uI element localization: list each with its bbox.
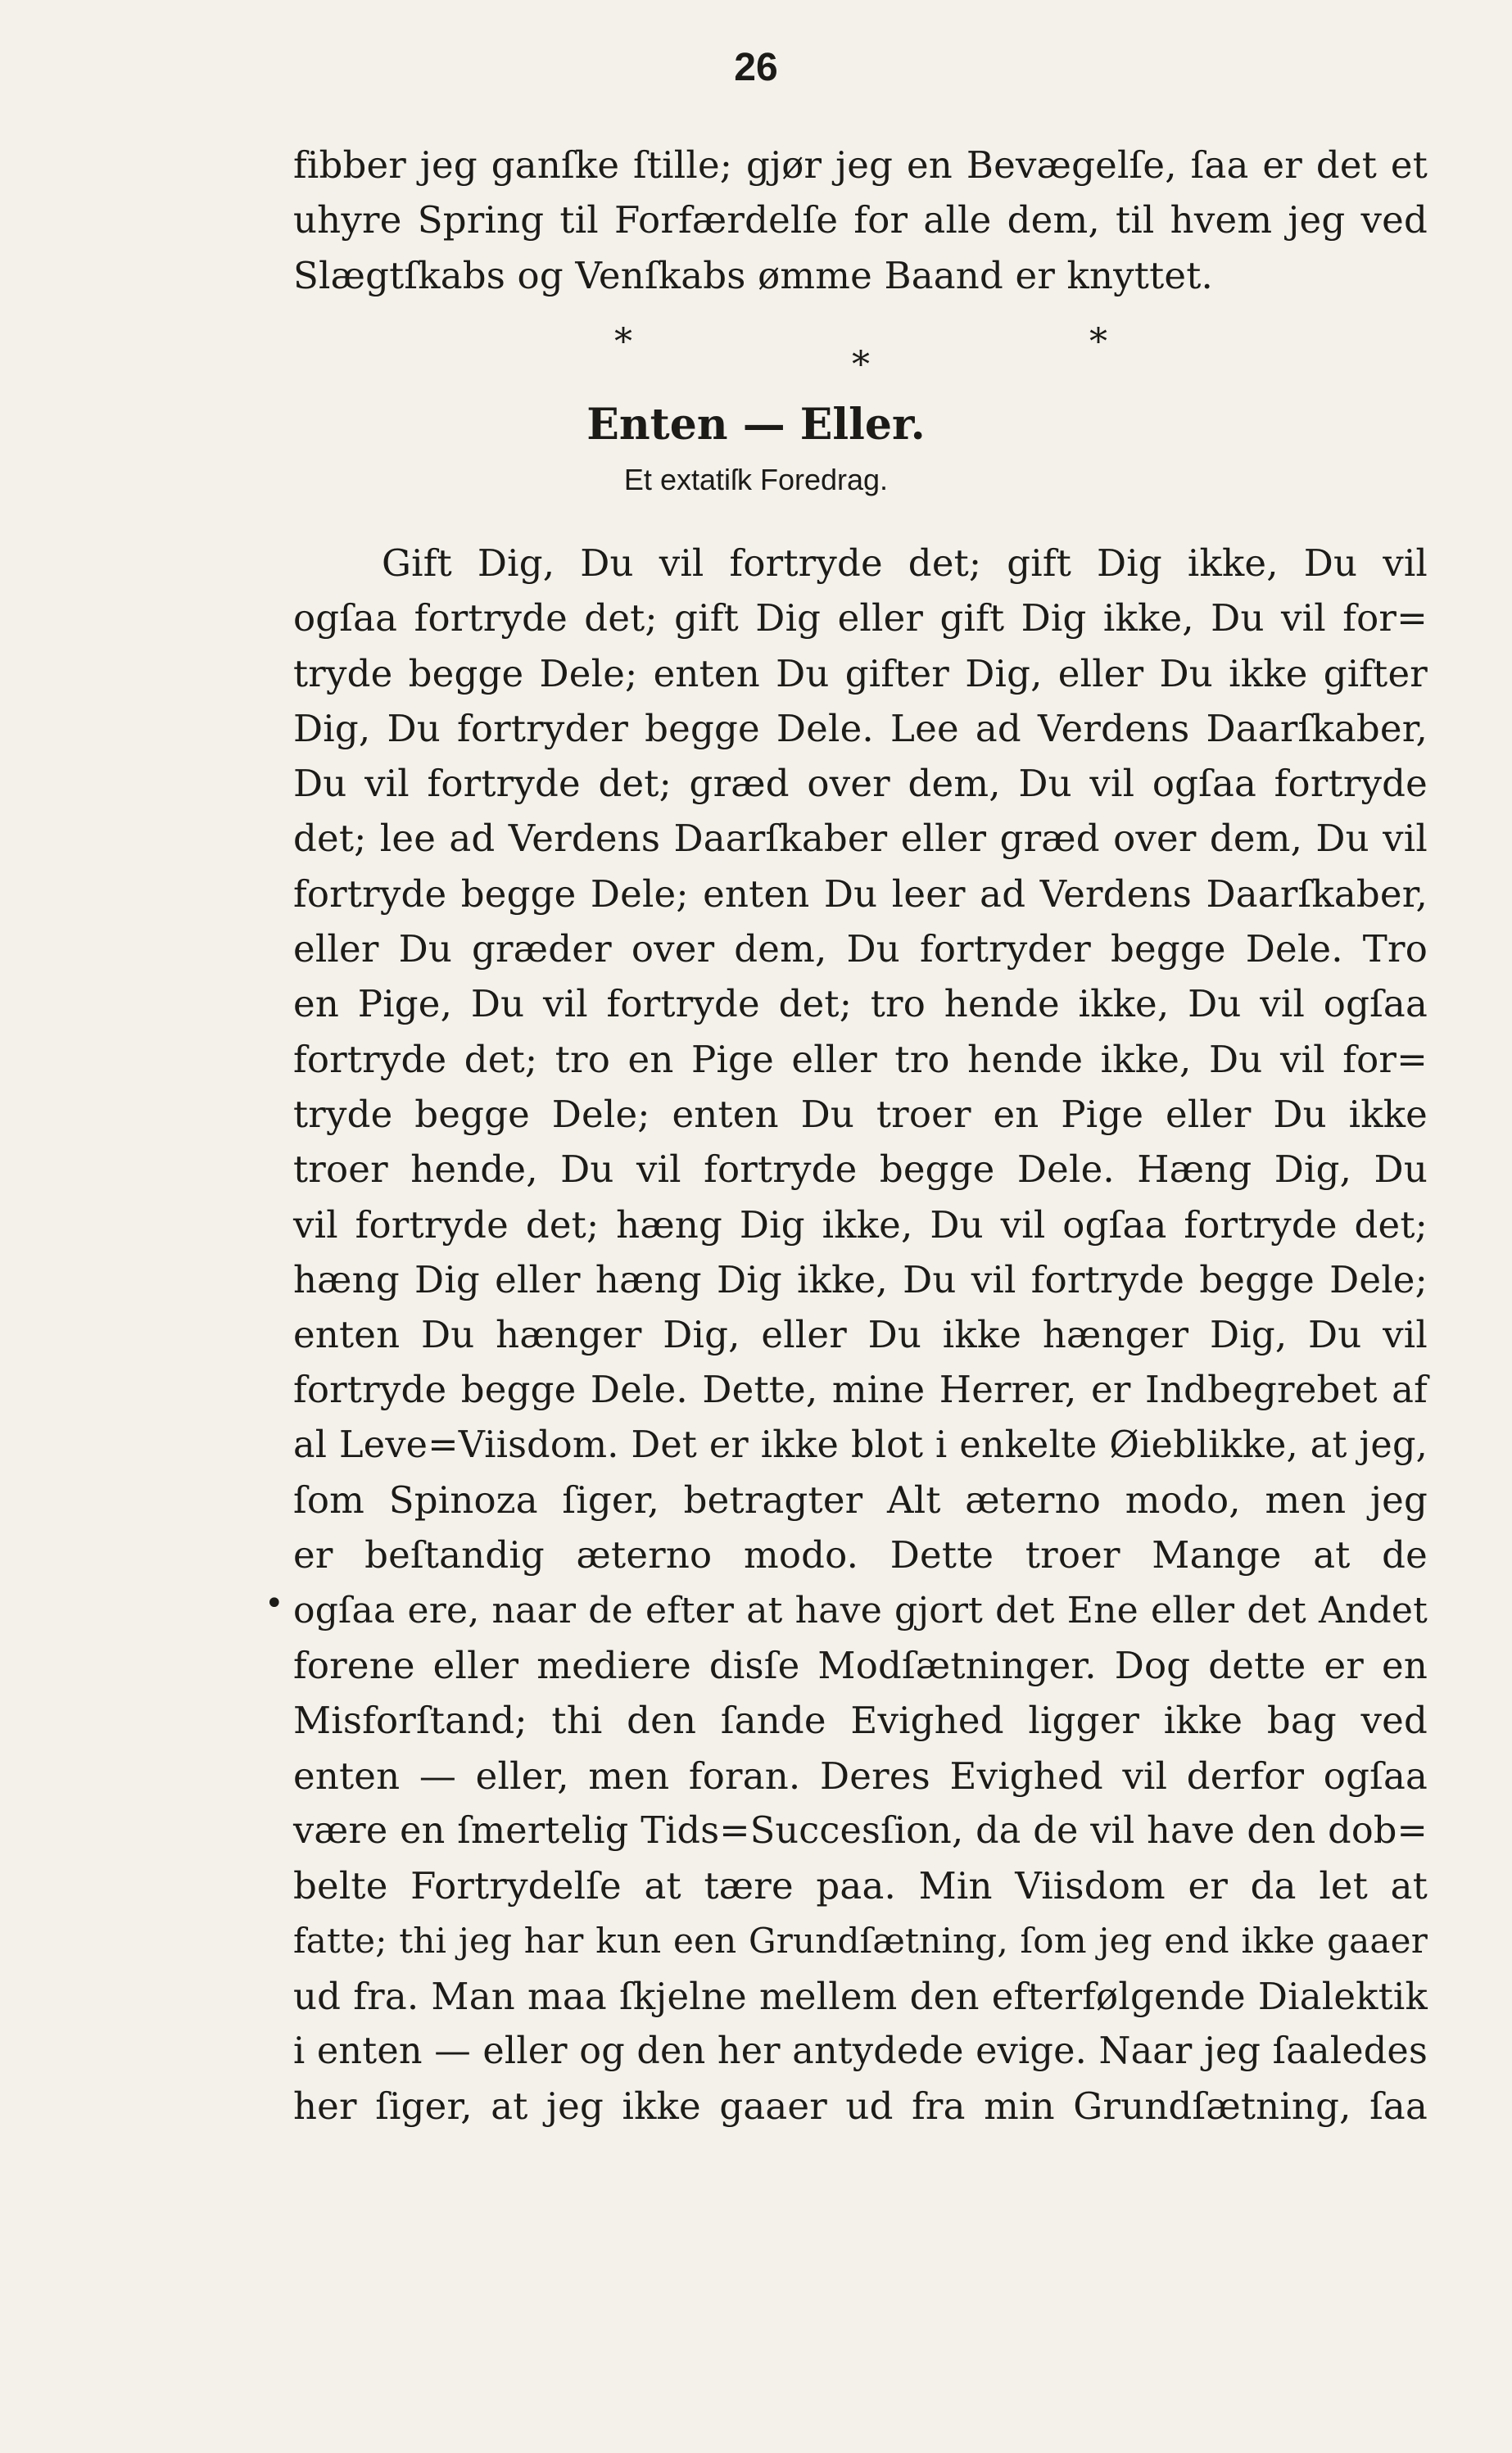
text-line: forene eller mediere disſe Modſætninger. Dog dette er en [293, 1643, 1428, 1687]
text-line: fibber jeg ganſke ſtille; gjør jeg en Bevægelſe, ſaa er det et [293, 143, 1428, 187]
text-line: enten Du hænger Dig, eller Du ikke hænger Dig, Du vil [293, 1313, 1428, 1357]
text-line: tryde begge Dele; enten Du troer en Pige eller Du ikke [293, 1092, 1428, 1136]
text-line: al Leve=Viisdom. Det er ikke blot i enkelte Øieblikke, at jeg, [293, 1423, 1428, 1466]
text-line: i enten — eller og den her antydede evige. Naar jeg ſaaledes [293, 2030, 1428, 2073]
text-line: Misforſtand; thi den ſande Evighed ligger ikke bag ved [293, 1699, 1428, 1743]
text-line: ud fra. Man maa ſkjelne mellem den efterfølgende Dialektik [293, 1974, 1428, 2018]
section-divider [0, 321, 1512, 386]
text-line: tryde begge Dele; enten Du gifter Dig, eller Du ikke gifter [293, 651, 1428, 695]
text-line: ogſaa ere, naar de efter at have gjort det Ene eller det Andet [293, 1589, 1428, 1632]
main-paragraph [293, 536, 1428, 2134]
text-line: fatte; thi jeg har kun een Grundſætning, ſom jeg end ikke gaaer [293, 1921, 1428, 1962]
text-line: Slægtſkabs og Venſkabs ømme Baand er knyttet. [293, 253, 1213, 297]
text-line: fortryde begge Dele. Dette, mine Herrer, er Indbegrebet af [293, 1368, 1428, 1412]
text-line: enten — eller, men foran. Deres Evighed vil derfor ogſaa [293, 1754, 1428, 1798]
text-line: fortryde begge Dele; enten Du leer ad Verdens Daarſkaber, [293, 871, 1428, 916]
text-line: fortryde det; tro en Pige eller tro hende ikke, Du vil for= [293, 1037, 1428, 1081]
section-subtitle: Et extatiſk Foredrag. [623, 463, 889, 496]
asterisk: * [1089, 321, 1107, 363]
text-line: er beſtandig æterno modo. Dette troer Mange at de [293, 1533, 1428, 1577]
text-line: en Pige, Du vil fortryde det; tro hende ikke, Du vil ogſaa [293, 982, 1428, 1026]
text-line: Gift Dig, Du vil fortryde det; gift Dig ikke, Du vil [382, 541, 1428, 585]
asterisk: * [614, 321, 632, 363]
text-line: belte Fortrydelſe at tære paa. Min Viisdom er da let at [293, 1864, 1428, 1908]
text-line: troer hende, Du vil fortryde begge Dele. Hæng Dig, Du [293, 1147, 1428, 1192]
text-line: uhyre Spring til Forfærdelſe for alle dem, til hvem jeg ved [293, 198, 1428, 242]
text-line: ſom Spinoza ſiger, betragter Alt æterno modo, men jeg [293, 1478, 1428, 1523]
page-number: 26 [734, 46, 778, 89]
text-line: vil fortryde det; hæng Dig ikke, Du vil ogſaa fortryde det; [293, 1202, 1428, 1247]
text-line: eller Du græder over dem, Du fortryder begge Dele. Tro [293, 927, 1428, 971]
intro-paragraph [293, 138, 1428, 303]
text-line: her ſiger, at jeg ikke gaaer ud fra min Grundſætning, ſaa [293, 2084, 1428, 2129]
text-line: ogſaa fortryde det; gift Dig eller gift Dig ikke, Du vil for= [293, 596, 1428, 640]
text-line: være en ſmertelig Tids=Succesſion, da de vil have den dob= [293, 1809, 1428, 1852]
text-line: Du vil fortryde det; græd over dem, Du vil ogſaa fortryde [293, 762, 1428, 806]
margin-mark: • [265, 1585, 284, 1623]
section-title: Enten — Eller. [586, 400, 926, 450]
text-line: hæng Dig eller hæng Dig ikke, Du vil fortryde begge Dele; [293, 1257, 1428, 1301]
text-line: Dig, Du fortryder begge Dele. Lee ad Verdens Daarſkaber, [293, 706, 1428, 750]
asterisk: * [852, 344, 870, 386]
text-line: det; lee ad Verdens Daarſkaber eller græd over dem, Du vil [293, 817, 1428, 861]
